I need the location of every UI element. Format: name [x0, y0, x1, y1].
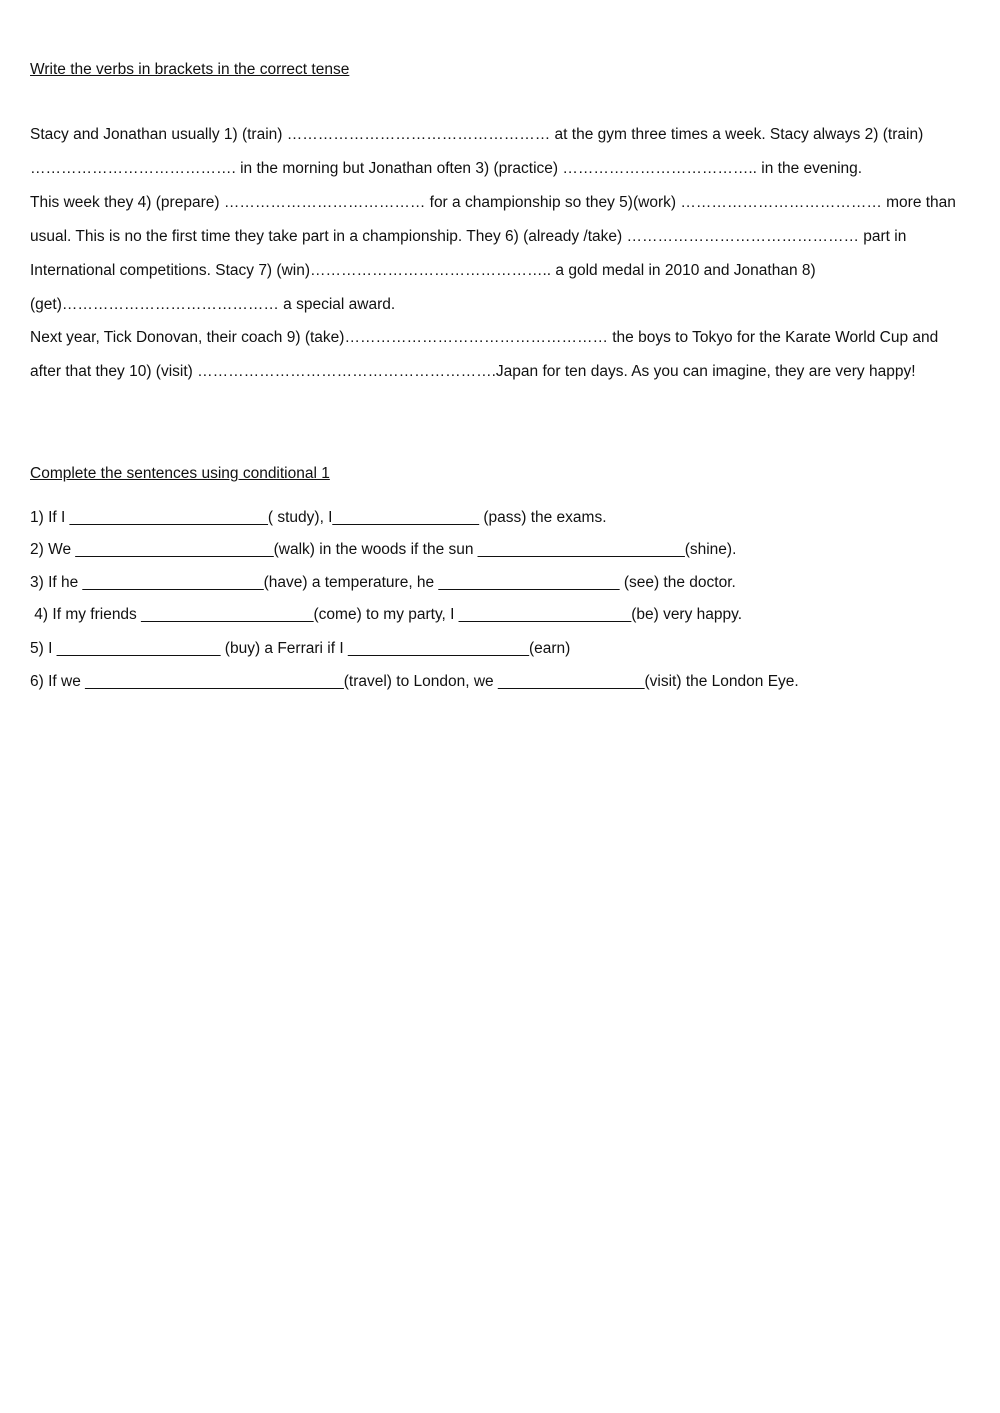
conditional-item-5: 5) I ___________________ (buy) a Ferrari if I _____________________(earn) [30, 640, 571, 657]
conditional-item-3: 3) If he _____________________(have) a temperature, he _____________________ (see) the doctor. [30, 574, 736, 591]
exercise1-line-4: usual. This is no the first time they take part in a championship. They 6) (already /take) ……………………………………… part in [30, 228, 907, 245]
conditional-item-2: 2) We _______________________(walk) in the woods if the sun ________________________(shine). [30, 541, 737, 558]
exercise1-line-6: (get)…………………………………… a special award. [30, 296, 396, 313]
conditional-item-4: 4) If my friends ____________________(come) to my party, I ____________________(be) very happy. [30, 606, 743, 623]
exercise1-line-2: …………………………………. in the morning but Jonathan often 3) (practice) ……………………………….. in the evening. [30, 160, 863, 177]
exercise1-line-7: Next year, Tick Donovan, their coach 9) (take)…………………………………………… the boys to Tokyo for the Karate World Cup and [30, 329, 939, 346]
exercise1-line-1: Stacy and Jonathan usually 1) (train) …………………………………………… at the gym three times a week. Stacy always 2) (train) [30, 126, 924, 143]
section1-heading: Write the verbs in brackets in the correct tense [30, 61, 350, 78]
section2-heading: Complete the sentences using conditional 1 [30, 465, 330, 482]
exercise1-line-3: This week they 4) (prepare) ………………………………… for a championship so they 5)(work) ………………………………… more than [30, 194, 956, 211]
conditional-item-6: 6) If we ______________________________(travel) to London, we _________________(visit) the London Eye. [30, 673, 799, 690]
exercise1-line-5: International competitions. Stacy 7) (win)……………………………………….. a gold medal in 2010 and Jonathan 8) [30, 262, 816, 279]
exercise1-line-8: after that they 10) (visit) ………………………………………………….Japan for ten days. As you can imagine, they are very happy! [30, 363, 916, 380]
conditional-item-1: 1) If I _______________________( study), I_________________ (pass) the exams. [30, 509, 607, 526]
